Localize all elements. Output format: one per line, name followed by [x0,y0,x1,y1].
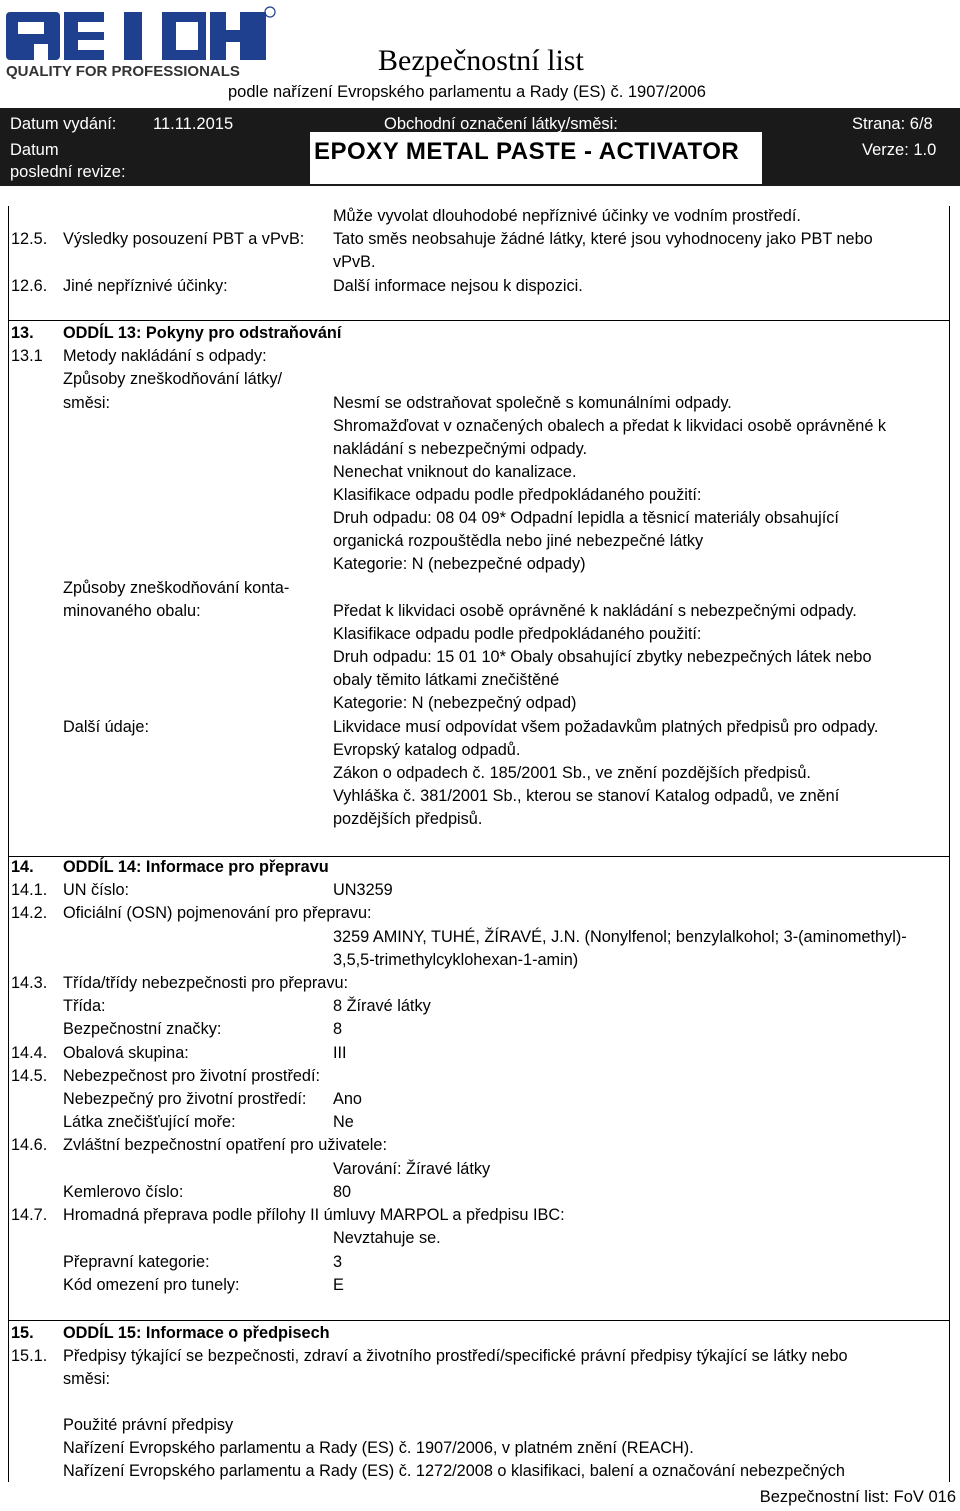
line-number: 14.5. [11,1067,48,1085]
line-label: ODDÍL 13: Pokyny pro odstraňování [63,324,342,342]
line-label: Nebezpečný pro životní prostředí: [63,1090,307,1108]
product-name: EPOXY METAL PASTE - ACTIVATOR [314,138,740,165]
line-value: Kategorie: N (nebezpečný odpad) [333,694,577,712]
line-value: Tato směs neobsahuje žádné látky, které jsou vyhodnoceny jako PBT nebo [333,230,873,248]
line-label: Hromadná přeprava podle přílohy II úmluvy MARPOL a předpisu IBC: [63,1206,565,1224]
section-13-divider [8,320,949,321]
line-number: 12.6. [11,277,48,295]
line-label: Látka znečišťující moře: [63,1113,236,1131]
document-subtitle: podle nařízení Evropského parlamentu a Rady (ES) č. 1907/2006 [228,83,706,101]
line-value: Ne [333,1113,354,1131]
line-number: 14.6. [11,1136,48,1154]
line-value: Vyhláška č. 381/2001 Sb., kterou se stanoví Katalog odpadů, ve znění [333,787,840,805]
brand-tagline: QUALITY FOR PROFESSIONALS [6,63,240,80]
line-label: Bezpečnostní značky: [63,1020,222,1038]
line-label: Třída/třídy nebezpečnosti pro přepravu: [63,974,349,992]
line-value: pozdějších předpisů. [333,810,483,828]
issue-date: 11.11.2015 [153,115,234,133]
line-value: 3259 AMINY, TUHÉ, ŽÍRAVÉ, J.N. (Nonylfenol; benzylalkohol; 3-(aminomethyl)- [333,928,907,946]
line-number: 12.5. [11,230,48,248]
section-15-divider [8,1320,949,1321]
retech-logo [4,4,276,80]
line-value: 3 [333,1253,343,1271]
trade-name-label: Obchodní označení látky/směsi: [384,115,618,133]
line-label: Oficiální (OSN) pojmenování pro přepravu: [63,904,372,922]
line-value: Likvidace musí odpovídat všem požadavkům platných předpisů pro odpady. [333,718,879,736]
line-value: Klasifikace odpadu podle předpokládaného použití: [333,486,702,504]
line-label: Kód omezení pro tunely: [63,1276,240,1294]
line-value: nakládání s nebezpečnými odpady. [333,440,588,458]
line-label: Nařízení Evropského parlamentu a Rady (ES) č. 1907/2006, v platném znění (REACH). [63,1439,694,1457]
line-value: 8 Žíravé látky [333,997,431,1015]
line-label: směsi: [63,1370,111,1388]
line-value: organická rozpouštědla nebo jiné nebezpečné látky [333,532,704,550]
line-value: Ano [333,1090,362,1108]
line-value: Kategorie: N (nebezpečné odpady) [333,555,586,573]
line-label: Výsledky posouzení PBT a vPvB: [63,230,305,248]
line-label: ODDÍL 15: Informace o předpisech [63,1324,330,1342]
line-number: 15.1. [11,1347,48,1365]
line-value: Shromažďovat v označených obalech a předat k likvidaci osobě oprávněné k [333,417,887,435]
line-value: 3,5,5-trimethylcyklohexan-1-amin) [333,951,579,969]
revision-label-2: poslední revize: [10,163,126,181]
line-label: Obalová skupina: [63,1044,189,1062]
line-value: Může vyvolat dlouhodobé nepříznivé účinky ve vodním prostředí. [333,207,801,225]
line-label: minovaného obalu: [63,602,201,620]
line-value: Druh odpadu: 08 04 09* Odpadní lepidla a těsnicí materiály obsahující [333,509,839,527]
line-label: UN číslo: [63,881,130,899]
line-number: 14.3. [11,974,48,992]
line-number: 15. [11,1324,34,1342]
line-value: vPvB. [333,253,376,271]
line-label: Předpisy týkající se bezpečnosti, zdraví a životního prostředí/specifické právní předpisy týkající se látky nebo [63,1347,848,1365]
line-value: E [333,1276,344,1294]
line-value: Klasifikace odpadu podle předpokládaného použití: [333,625,702,643]
line-label: Kemlerovo číslo: [63,1183,184,1201]
line-value: Druh odpadu: 15 01 10* Obaly obsahující zbytky nebezpečných látek nebo [333,648,872,666]
line-value: UN3259 [333,881,393,899]
line-label: Třída: [63,997,106,1015]
document-title: Bezpečnostní list [378,44,584,77]
version-label: Verze: 1.0 [862,141,937,159]
line-value: Další informace nejsou k dispozici. [333,277,583,295]
line-label: směsi: [63,394,111,412]
line-label: Další údaje: [63,718,149,736]
issue-label: Datum vydání: [10,115,117,133]
line-value: 80 [333,1183,352,1201]
page-number: Strana: 6/8 [852,115,933,133]
line-label: Způsoby zneškodňování konta- [63,579,290,597]
line-label: ODDÍL 14: Informace pro přepravu [63,858,329,876]
line-value: Nenechat vniknout do kanalizace. [333,463,577,481]
line-value: Nesmí se odstraňovat společně s komunálními odpady. [333,394,732,412]
line-value: 8 [333,1020,343,1038]
line-label: Jiné nepříznivé účinky: [63,277,228,295]
line-number: 14.2. [11,904,48,922]
line-number: 13. [11,324,34,342]
line-label: Způsoby zneškodňování látky/ [63,370,283,388]
line-label: Zvláštní bezpečnostní opatření pro uživatele: [63,1136,388,1154]
line-number: 14.1. [11,881,48,899]
line-label: Nebezpečnost pro životní prostředí: [63,1067,321,1085]
line-number: 14. [11,858,34,876]
line-value: Nevztahuje se. [333,1229,441,1247]
revision-label-1: Datum [10,141,59,159]
footer-reference: Bezpečnostní list: FoV 016 [759,1488,956,1506]
line-value: Evropský katalog odpadů. [333,741,521,759]
line-value: Předat k likvidaci osobě oprávněné k nakládání s nebezpečnými odpady. [333,602,857,620]
line-label: Nařízení Evropského parlamentu a Rady (ES) č. 1272/2008 o klasifikaci, balení a označování nebezpečných [63,1462,845,1480]
line-number: 13.1 [11,347,43,365]
line-label: Použité právní předpisy [63,1416,234,1434]
line-value: Zákon o odpadech č. 185/2001 Sb., ve znění pozdějších předpisů. [333,764,811,782]
line-number: 14.7. [11,1206,48,1224]
line-label: Metody nakládání s odpady: [63,347,267,365]
line-value: obaly těmito látkami znečištěné [333,671,560,689]
line-value: Varování: Žíravé látky [333,1160,491,1178]
line-value: III [333,1044,347,1062]
line-label: Přepravní kategorie: [63,1253,210,1271]
line-number: 14.4. [11,1044,48,1062]
